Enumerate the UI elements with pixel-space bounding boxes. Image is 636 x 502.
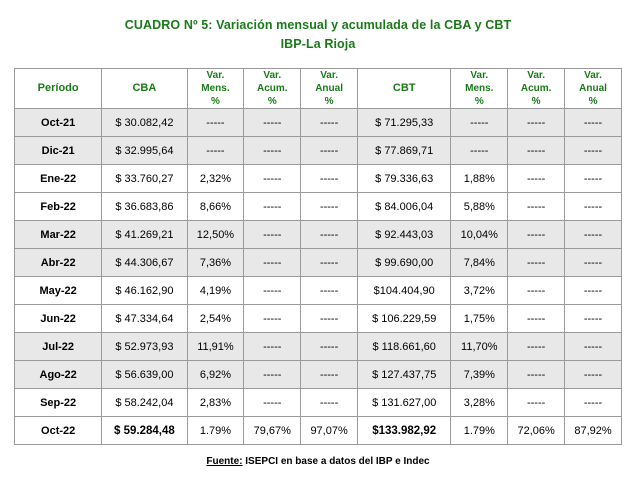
cell-cba: $ 46.162,90 <box>102 277 187 305</box>
cell-cbt: $ 118.661,60 <box>358 333 451 361</box>
cell-cbt: $ 71.295,33 <box>358 109 451 137</box>
cell-cbt-var-mens: 10,04% <box>451 221 508 249</box>
cell-periodo: Sep-22 <box>15 389 102 417</box>
column-header-cbt-var-anual-l3: % <box>588 96 598 107</box>
column-header-cba-var-acum-l1: Var. <box>263 70 282 81</box>
cell-cbt: $104.404,90 <box>358 277 451 305</box>
cell-cbt-var-acum: ----- <box>508 389 565 417</box>
title-line-1: CUADRO Nº 5: Variación mensual y acumulada de la CBA y CBT <box>124 18 512 32</box>
cell-cbt: $ 106.229,59 <box>358 305 451 333</box>
table-row <box>15 417 622 445</box>
cell-cba: $ 33.760,27 <box>102 165 187 193</box>
source-note <box>0 456 636 467</box>
cell-cbt-var-anual: ----- <box>565 221 622 249</box>
cell-cba-var-acum: ----- <box>244 333 301 361</box>
table-row <box>15 137 622 165</box>
cell-cbt-var-acum: ----- <box>508 305 565 333</box>
column-header-cbt-l1: CBT <box>392 82 416 94</box>
cell-cba: $ 59.284,48 <box>102 417 187 445</box>
table-header-row <box>15 69 622 109</box>
column-header-periodo-l1: Período <box>37 82 79 94</box>
cell-cba: $ 44.306,67 <box>102 249 187 277</box>
column-header-periodo <box>15 69 102 109</box>
cell-cbt-var-mens: 7,39% <box>451 361 508 389</box>
cell-cbt: $ 79.336,63 <box>358 165 451 193</box>
cell-cbt-var-acum: ----- <box>508 333 565 361</box>
cell-cbt-var-anual: 87,92% <box>565 417 622 445</box>
cell-cbt-var-acum: ----- <box>508 221 565 249</box>
cell-cbt: $ 92.443,03 <box>358 221 451 249</box>
cell-cbt: $133.982,92 <box>358 417 451 445</box>
cell-cbt-var-anual: ----- <box>565 249 622 277</box>
column-header-cbt-var-acum <box>508 69 565 109</box>
cell-cbt-var-anual: ----- <box>565 333 622 361</box>
cell-cba-var-anual: ----- <box>301 193 358 221</box>
cell-cbt-var-acum: ----- <box>508 109 565 137</box>
cell-cba-var-anual: ----- <box>301 305 358 333</box>
cell-periodo: May-22 <box>15 277 102 305</box>
column-header-cbt-var-mens-l3: % <box>474 96 484 107</box>
cell-cbt: $ 131.627,00 <box>358 389 451 417</box>
table-row <box>15 361 622 389</box>
cell-cbt-var-acum: ----- <box>508 165 565 193</box>
table-row <box>15 109 622 137</box>
cell-cba: $ 32.995,64 <box>102 137 187 165</box>
table-row <box>15 333 622 361</box>
column-header-cba-var-anual-l3: % <box>324 96 334 107</box>
column-header-cba-var-mens-l1: Var. <box>206 70 225 81</box>
column-header-cbt-var-acum-l1: Var. <box>527 70 546 81</box>
column-header-cba-var-acum <box>244 69 301 109</box>
cell-cbt-var-acum: ----- <box>508 361 565 389</box>
table-row <box>15 389 622 417</box>
cell-cbt-var-mens: 3,72% <box>451 277 508 305</box>
cell-cba-var-mens: 2,83% <box>187 389 244 417</box>
cell-cba-var-acum: ----- <box>244 193 301 221</box>
cell-cba: $ 58.242,04 <box>102 389 187 417</box>
cell-cba-var-anual: 97,07% <box>301 417 358 445</box>
cell-cba-var-anual: ----- <box>301 249 358 277</box>
cell-cbt-var-acum: ----- <box>508 137 565 165</box>
page-title <box>0 0 636 62</box>
cell-cba-var-mens: 11,91% <box>187 333 244 361</box>
cell-cbt-var-anual: ----- <box>565 137 622 165</box>
cell-cbt-var-mens: ----- <box>451 109 508 137</box>
column-header-cba-var-anual-l2: Anual <box>315 83 343 94</box>
cell-cba-var-anual: ----- <box>301 333 358 361</box>
cell-cbt-var-mens: 7,84% <box>451 249 508 277</box>
cell-cba-var-acum: ----- <box>244 361 301 389</box>
column-header-cba-l1: CBA <box>132 82 157 94</box>
cell-cba-var-mens: 1.79% <box>187 417 244 445</box>
column-header-cbt-var-anual-l2: Anual <box>579 83 607 94</box>
cell-cba: $ 56.639,00 <box>102 361 187 389</box>
cell-periodo: Feb-22 <box>15 193 102 221</box>
source-label: Fuente: <box>206 456 243 467</box>
column-header-cbt-var-acum-l2: Acum. <box>520 83 552 94</box>
cell-cbt-var-anual: ----- <box>565 165 622 193</box>
cell-cba-var-mens: ----- <box>187 137 244 165</box>
cell-cbt-var-anual: ----- <box>565 305 622 333</box>
cell-cbt-var-acum: ----- <box>508 193 565 221</box>
cell-cbt-var-anual: ----- <box>565 193 622 221</box>
table-row <box>15 277 622 305</box>
cell-cbt-var-mens: 3,28% <box>451 389 508 417</box>
cell-cba-var-mens: ----- <box>187 109 244 137</box>
cell-cba-var-anual: ----- <box>301 361 358 389</box>
cell-cbt: $ 77.869,71 <box>358 137 451 165</box>
cell-cba: $ 36.683,86 <box>102 193 187 221</box>
cell-cbt: $ 127.437,75 <box>358 361 451 389</box>
column-header-cbt-var-mens-l1: Var. <box>470 70 489 81</box>
cell-cba-var-acum: ----- <box>244 165 301 193</box>
table-row <box>15 221 622 249</box>
cell-cbt-var-mens: 1,88% <box>451 165 508 193</box>
cell-cba: $ 30.082,42 <box>102 109 187 137</box>
table-row <box>15 305 622 333</box>
cell-cba: $ 47.334,64 <box>102 305 187 333</box>
column-header-cbt-var-mens-l2: Mens. <box>465 83 494 94</box>
column-header-cbt-var-anual-l1: Var. <box>584 70 602 81</box>
cell-cba-var-mens: 6,92% <box>187 361 244 389</box>
table-row <box>15 249 622 277</box>
cell-cbt-var-acum: ----- <box>508 277 565 305</box>
cell-periodo: Ago-22 <box>15 361 102 389</box>
cell-cba-var-acum: ----- <box>244 305 301 333</box>
title-line-2: IBP-La Rioja <box>280 37 356 51</box>
cell-cba-var-acum: ----- <box>244 221 301 249</box>
cell-cbt-var-mens: ----- <box>451 137 508 165</box>
column-header-cba-var-acum-l2: Acum. <box>256 83 288 94</box>
cell-cba-var-mens: 2,32% <box>187 165 244 193</box>
cell-cba-var-anual: ----- <box>301 221 358 249</box>
cell-periodo: Jul-22 <box>15 333 102 361</box>
cell-cba-var-anual: ----- <box>301 137 358 165</box>
cell-cbt-var-anual: ----- <box>565 361 622 389</box>
cell-cbt: $ 99.690,00 <box>358 249 451 277</box>
column-header-cba-var-mens-l3: % <box>210 96 220 107</box>
cell-periodo: Mar-22 <box>15 221 102 249</box>
table-header <box>15 69 622 109</box>
cell-cbt-var-acum: ----- <box>508 249 565 277</box>
cell-cbt-var-mens: 11,70% <box>451 333 508 361</box>
column-header-cba-var-anual <box>301 69 358 109</box>
table-body <box>15 109 622 445</box>
cell-periodo: Ene-22 <box>15 165 102 193</box>
cell-cba-var-mens: 2,54% <box>187 305 244 333</box>
cell-periodo: Jun-22 <box>15 305 102 333</box>
column-header-cbt-var-anual <box>565 69 622 109</box>
column-header-cba-var-anual-l1: Var. <box>320 70 338 81</box>
cell-cba-var-anual: ----- <box>301 389 358 417</box>
cell-cba: $ 52.973,93 <box>102 333 187 361</box>
cell-cba-var-acum: 79,67% <box>244 417 301 445</box>
column-header-cba-var-acum-l3: % <box>267 96 277 107</box>
source-text: ISEPCI en base a datos del IBP e Indec <box>242 456 430 467</box>
cell-cba-var-anual: ----- <box>301 109 358 137</box>
column-header-cbt <box>358 69 451 109</box>
cell-cbt: $ 84.006,04 <box>358 193 451 221</box>
cell-periodo: Oct-21 <box>15 109 102 137</box>
cell-cbt-var-anual: ----- <box>565 277 622 305</box>
column-header-cba <box>102 69 187 109</box>
cell-cba-var-acum: ----- <box>244 137 301 165</box>
column-header-cba-var-mens-l2: Mens. <box>201 83 230 94</box>
cell-cba-var-mens: 8,66% <box>187 193 244 221</box>
cell-cbt-var-mens: 1,75% <box>451 305 508 333</box>
cell-cba-var-mens: 4,19% <box>187 277 244 305</box>
cell-cbt-var-mens: 5,88% <box>451 193 508 221</box>
table-row <box>15 165 622 193</box>
cell-cbt-var-anual: ----- <box>565 109 622 137</box>
table-row <box>15 193 622 221</box>
cell-cba-var-mens: 7,36% <box>187 249 244 277</box>
cell-cba-var-mens: 12,50% <box>187 221 244 249</box>
cell-cbt-var-mens: 1.79% <box>451 417 508 445</box>
cell-cba-var-acum: ----- <box>244 249 301 277</box>
cell-cbt-var-anual: ----- <box>565 389 622 417</box>
cell-cba-var-anual: ----- <box>301 277 358 305</box>
cell-periodo: Oct-22 <box>15 417 102 445</box>
column-header-cbt-var-mens <box>451 69 508 109</box>
cell-cbt-var-acum: 72,06% <box>508 417 565 445</box>
cell-cba-var-acum: ----- <box>244 389 301 417</box>
column-header-cbt-var-acum-l3: % <box>531 96 541 107</box>
cell-cba-var-acum: ----- <box>244 277 301 305</box>
cell-periodo: Abr-22 <box>15 249 102 277</box>
data-table <box>14 68 622 445</box>
cell-cba-var-acum: ----- <box>244 109 301 137</box>
cell-periodo: Dic-21 <box>15 137 102 165</box>
column-header-cba-var-mens <box>187 69 244 109</box>
cell-cba-var-anual: ----- <box>301 165 358 193</box>
cell-cba: $ 41.269,21 <box>102 221 187 249</box>
